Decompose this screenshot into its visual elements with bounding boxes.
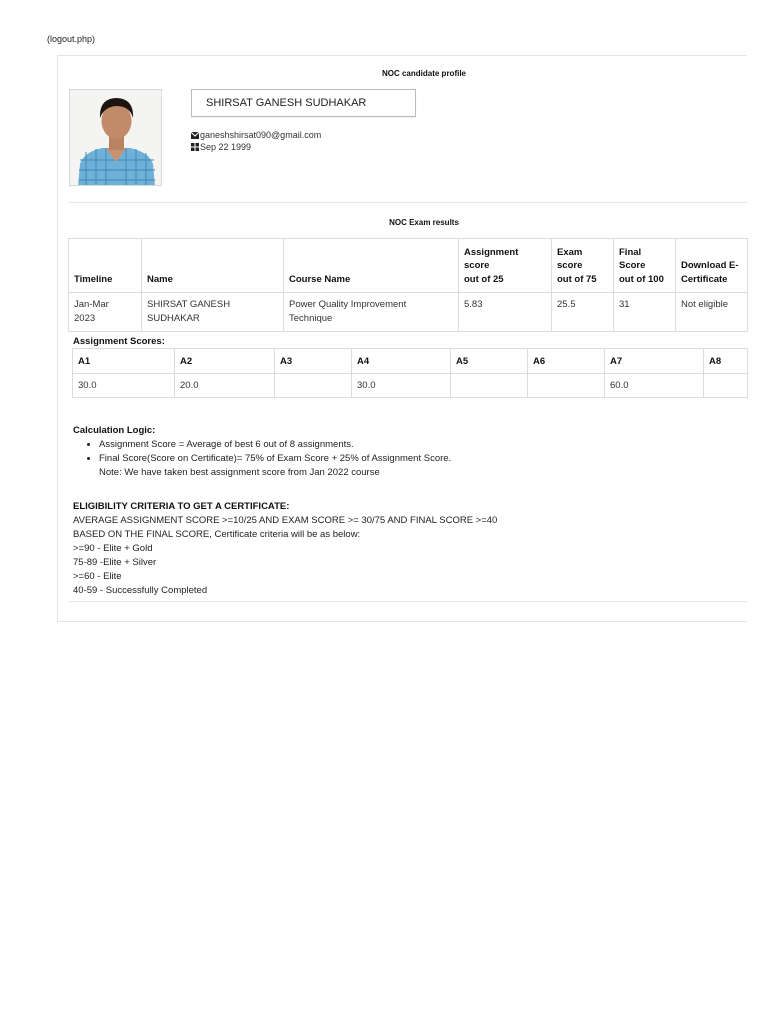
assignment-values-row [73,374,748,398]
calculation-title: Calculation Logic: [73,425,156,436]
header-a6: A6 [528,349,605,374]
eligibility-criteria [73,500,497,598]
value-a1: 30.0 [73,374,175,398]
results-row [69,293,748,332]
cell-timeline: Jan-Mar 2023 [69,293,142,332]
value-a3 [275,374,352,398]
eligibility-line: 75-89 -Elite + Silver [73,557,157,568]
header-name: Name [142,239,284,293]
header-final: Final Score out of 100 [614,239,676,293]
calculation-item: • Final Score(Score on Certificate)= 75% of Exam Score + 25% of Assignment Score. [99,452,451,466]
calculation-logic [73,424,451,480]
header-a5: A5 [451,349,528,374]
value-a8 [704,374,748,398]
cell-name: SHIRSAT GANESH SUDHAKAR [142,293,284,332]
header-exam: Exam score out of 75 [552,239,614,293]
eligibility-line: >=60 - Elite [73,571,122,582]
header-a7: A7 [605,349,704,374]
cell-course: Power Quality Improvement Technique [284,293,459,332]
header-a4: A4 [352,349,451,374]
header-a2: A2 [175,349,275,374]
value-a2: 20.0 [175,374,275,398]
header-a3: A3 [275,349,352,374]
section-divider [68,202,748,203]
header-course: Course Name [284,239,459,293]
assignment-scores-label: Assignment Scores: [73,336,165,347]
cell-exam-score: 25.5 [552,293,614,332]
header-download: Download E- Certificate [676,239,748,293]
calculation-list [73,438,451,466]
candidate-panel [57,55,747,622]
calculation-note: Note: We have taken best assignment score from Jan 2022 course [99,467,380,478]
logout-link[interactable]: (logout.php) [47,34,96,44]
envelope-icon [191,132,199,139]
assignment-header-row [73,349,748,374]
candidate-dob: Sep 22 1999 [200,142,252,152]
results-title: NOC Exam results [389,218,459,227]
cell-final-score: 31 [614,293,676,332]
eligibility-line: BASED ON THE FINAL SCORE, Certificate criteria will be as below: [73,529,361,540]
cell-assignment-score: 5.83 [459,293,552,332]
eligibility-line: AVERAGE ASSIGNMENT SCORE >=10/25 AND EXAM SCORE >= 30/75 AND FINAL SCORE >=40 [73,515,498,526]
value-a6 [528,374,605,398]
value-a5 [451,374,528,398]
cell-download-status: Not eligible [676,293,748,332]
profile-title: NOC candidate profile [381,69,466,78]
value-a7: 60.0 [605,374,704,398]
results-table [68,238,748,332]
value-a4: 30.0 [352,374,451,398]
email-row [191,130,321,140]
calendar-icon [191,143,199,151]
eligibility-line: >=90 - Elite + Gold [73,543,153,554]
panel-content [68,56,748,602]
candidate-email: ganeshshirsat090@gmail.com [200,130,322,140]
header-assignment: Assignment score out of 25 [459,239,552,293]
header-a1: A1 [73,349,175,374]
eligibility-line: 40-59 - Successfully Completed [73,585,208,596]
header-timeline: Timeline [69,239,142,293]
dob-row [191,142,251,152]
candidate-photo [69,89,162,186]
eligibility-title: ELIGIBILITY CRITERIA TO GET A CERTIFICATE: [73,501,290,512]
candidate-name: SHIRSAT GANESH SUDHAKAR [191,89,416,117]
results-header-row [69,239,748,293]
header-a8: A8 [704,349,748,374]
calculation-item: • Assignment Score = Average of best 6 out of 8 assignments. [99,438,451,452]
assignment-scores-table [72,348,748,398]
